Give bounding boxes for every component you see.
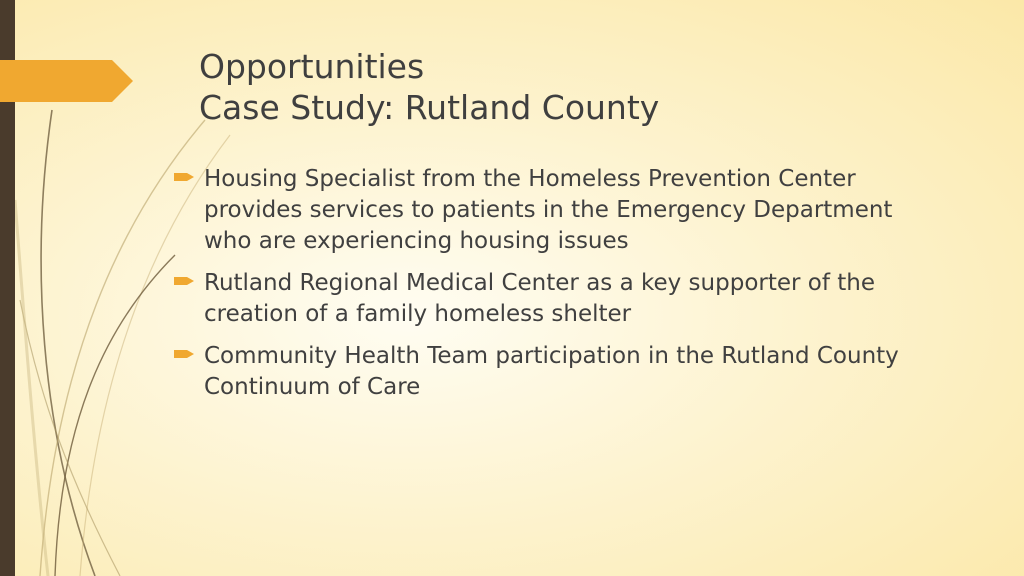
bullet-text: Community Health Team participation in the Rutland County Continuum of Care xyxy=(204,343,899,400)
arrow-tab-icon xyxy=(0,60,133,102)
bullet-list xyxy=(174,164,904,414)
title-line-1: Opportunities xyxy=(199,47,425,86)
pencil-arrow-icon xyxy=(174,170,194,184)
pencil-arrow-icon xyxy=(174,274,194,288)
bullet-item xyxy=(174,268,904,330)
bullet-item xyxy=(174,164,904,257)
slide-title xyxy=(199,46,959,128)
title-line-2: Case Study: Rutland County xyxy=(199,88,660,127)
bullet-text: Rutland Regional Medical Center as a key supporter of the creation of a family homeless shelter xyxy=(204,270,876,327)
pencil-arrow-icon xyxy=(174,347,194,361)
bullet-item xyxy=(174,341,904,403)
bullet-text: Housing Specialist from the Homeless Prevention Center provides services to patients in the Emergency Department who are experiencing housing issues xyxy=(204,166,893,254)
